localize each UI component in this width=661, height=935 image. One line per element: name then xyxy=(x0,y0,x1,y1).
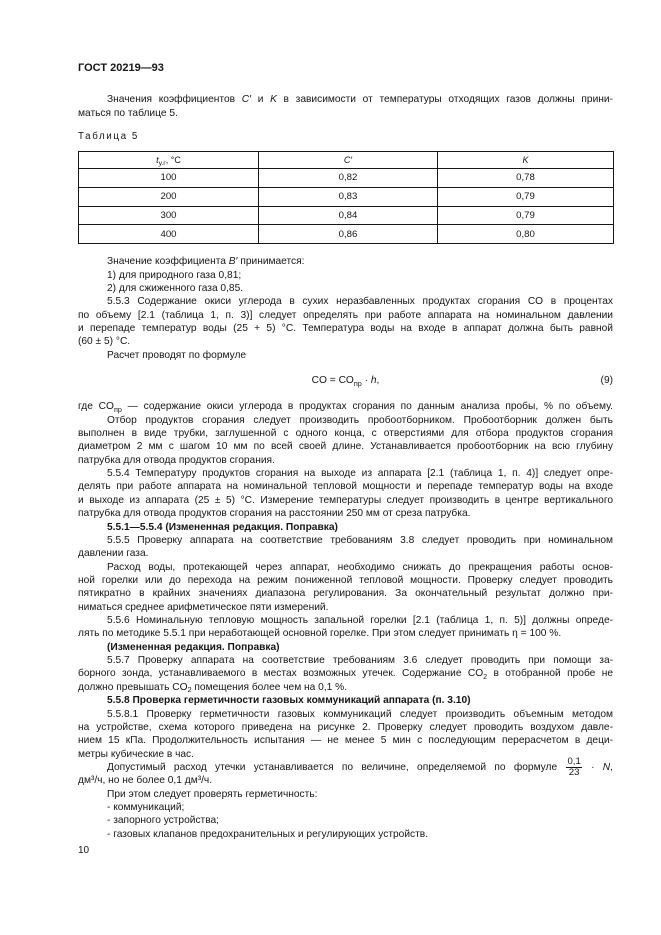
formula-tail: , xyxy=(376,375,380,387)
text-segment: Допустимый расход утечки устанавливается по величине, определяемой по формуле xyxy=(107,762,566,773)
table-cell: 0,82 xyxy=(259,169,438,188)
text-line xyxy=(78,681,613,694)
text-segment: (Измененная редакция. Поправка) xyxy=(107,641,280,653)
section-heading xyxy=(78,694,613,707)
table-cell: 0,79 xyxy=(438,187,614,206)
text-block-a xyxy=(78,255,613,362)
text-segment: давлении газа. xyxy=(78,548,149,560)
text-segment: по объему [2.1 (таблица 1, п. 3)] следует определять при работе аппарата на номинальном давлении xyxy=(78,309,613,321)
italic-symbol: C′ xyxy=(343,155,353,165)
text-segment: лять по методике 5.5.1 при неработающей основной горелке. При этом следует принимать η = 100 %. xyxy=(78,628,562,640)
text-segment: выполнен в виде трубки, заглушенной с одного конца, с отверстиями для отбора продуктов сгорания xyxy=(78,428,613,440)
text-segment: Значения коэффициентов xyxy=(107,94,242,106)
text-line xyxy=(78,627,613,640)
table-cell: 100 xyxy=(79,169,259,188)
text-segment: и xyxy=(251,94,271,106)
subscript: у.г xyxy=(158,159,166,167)
text-segment: (60 ± 5) °C. xyxy=(78,336,131,348)
text-segment: 5.5.6 Номинальную тепловую мощность запальной горелки [2.1 (таблица 1, п. 5)] должны опреде- xyxy=(107,615,613,627)
table-cell: 200 xyxy=(79,187,259,206)
text-segment: 2) для сжиженного газа 0,85. xyxy=(107,283,244,295)
table-caption: Таблица 5 xyxy=(78,131,139,142)
table-cell: 0,83 xyxy=(259,187,438,206)
text-segment: пятикратно в крайних значениях диапазона регулирования. За окончательный результат должно при- xyxy=(78,588,613,600)
text-segment: патрубка для отвода продуктов сгорания на расстоянии 250 мм от среза патрубка. xyxy=(78,508,471,520)
table-row xyxy=(79,206,614,225)
text-segment: - газовых клапанов предохранительных и регулирующих устройств. xyxy=(107,828,429,840)
text-segment: нием 15 кПа. Продолжительность испытания — не менее 5 мин с последующим перерасчетом в деци- xyxy=(78,735,613,747)
page-number: 10 xyxy=(78,845,90,856)
text-segment: · xyxy=(582,762,603,773)
subscript: пр xyxy=(113,404,122,414)
text-segment: Расчет проводят по формуле xyxy=(107,349,247,361)
text-segment: борного зонда, устанавливаемого в местах возможных утечек. Содержание CO xyxy=(78,668,484,680)
text-line xyxy=(78,440,613,453)
text-segment: Расход воды, протекающей через аппарат, необходимо снижать до прекращения работы основ- xyxy=(107,561,613,573)
formula-operator: · xyxy=(361,375,371,387)
list-item xyxy=(78,282,613,295)
italic-symbol: N xyxy=(602,762,611,773)
text-segment: помещения более чем на 0,1 %. xyxy=(191,681,348,693)
text-segment: в отобранной пробе не xyxy=(487,668,613,680)
italic-symbol: K xyxy=(522,155,529,165)
text-line xyxy=(78,454,613,467)
text-segment: 5.5.5 Проверку аппарата на соответствие требованиям 3.8 следует проводить при номинальном xyxy=(107,534,613,546)
table-header-row xyxy=(79,152,614,169)
italic-symbol: C′ xyxy=(241,94,252,106)
text-line xyxy=(78,400,613,413)
text-line xyxy=(78,507,613,520)
text-line xyxy=(78,480,613,493)
text-line xyxy=(78,708,613,721)
italic-symbol: B′ xyxy=(228,256,238,268)
text-segment: и выходе из аппарата (25 ± 5) °C. Измерение температуры следует производить в центре вертикального xyxy=(78,494,613,506)
table-cell: 0,80 xyxy=(438,225,614,244)
text-segment: - коммуникаций; xyxy=(107,802,185,814)
intro-paragraph xyxy=(78,93,613,120)
text-segment: , xyxy=(610,762,613,773)
text-segment: и перепаде температур воды (25 + 5) °C. Температура воды на входе в аппарат должна быть равной xyxy=(78,323,613,335)
text-segment: — содержание окиси углерода в продуктах сгорания по данным анализа пробы, % по объему. xyxy=(121,401,613,413)
text-segment: При этом следует проверять герметичность: xyxy=(107,788,318,800)
italic-symbol: K xyxy=(270,94,277,106)
text-segment: 5.5.3 Содержание окиси углерода в сухих неразбавленных продуктах сгорания CO в процентах xyxy=(107,296,613,308)
list-item xyxy=(78,814,613,827)
text-line xyxy=(78,748,613,761)
table-header-c-prime xyxy=(259,152,438,169)
table-cell: 400 xyxy=(79,225,259,244)
table-cell: 0,78 xyxy=(438,169,614,188)
text-line xyxy=(78,721,613,734)
table-row xyxy=(79,187,614,206)
text-segment: где CO xyxy=(78,401,114,413)
text-block-b xyxy=(78,400,613,841)
text-segment: диаметром 2 мм с шагом 10 мм по всей своей длине. Устанавливается пробоотборник на всю глубину xyxy=(78,441,613,453)
text-line xyxy=(78,255,613,268)
text-segment: ниматься среднее арифметическое пяти измерений. xyxy=(78,601,329,613)
text-line xyxy=(78,295,613,308)
formula-expression xyxy=(312,375,380,386)
amendment-note xyxy=(78,641,613,654)
table-header-k xyxy=(438,152,614,169)
text-segment: 5.5.7 Проверку аппарата на соответствие требованиям 3.6 следует проводить при помощи за- xyxy=(107,655,613,667)
table-cell: 0,84 xyxy=(259,206,438,225)
text-line xyxy=(78,534,613,547)
fraction-numerator: 0,1 xyxy=(567,755,581,767)
text-line xyxy=(78,322,613,335)
text-segment: 5.5.8 Проверка герметичности газовых коммуникаций аппарата (п. 3.10) xyxy=(107,695,471,707)
text-line xyxy=(78,667,613,680)
text-segment: патрубка для отвода продуктов сгорания. xyxy=(78,454,275,466)
unit-label: , °C xyxy=(165,154,181,165)
fraction-denominator: 23 xyxy=(568,766,580,778)
standard-code-header: ГОСТ 20219—93 xyxy=(78,62,164,74)
text-segment: дм³/ч, но не более 0,1 дм³/ч. xyxy=(78,775,213,787)
text-line xyxy=(78,349,613,362)
table-row xyxy=(79,225,614,244)
text-segment: 1) для природного газа 0,81; xyxy=(107,269,242,281)
subscript: 2 xyxy=(187,685,192,695)
formula-9 xyxy=(78,374,613,387)
text-segment: ной горелки или до перехода на режим пониженной тепловой мощности. Проверку следует проводить xyxy=(78,574,613,586)
text-line xyxy=(78,788,613,801)
list-item xyxy=(78,828,613,841)
text-line xyxy=(78,547,613,560)
text-line xyxy=(78,755,613,778)
text-line xyxy=(78,467,613,480)
text-line xyxy=(78,587,613,600)
text-line xyxy=(78,427,613,440)
text-line xyxy=(78,774,613,787)
text-line xyxy=(78,107,613,120)
text-segment: метры кубические в час. xyxy=(78,748,194,760)
text-segment: 5.5.1—5.5.4 (Измененная редакция. Поправка) xyxy=(107,521,338,533)
text-line xyxy=(78,309,613,322)
text-segment: 5.5.4 Температуру продуктов сгорания на выходе из аппарата [2.1 (таблица 1, п. 4)] следует опре- xyxy=(107,468,613,480)
formula-lhs: CO = CO xyxy=(311,375,354,387)
text-line xyxy=(78,93,613,106)
list-item xyxy=(78,269,613,282)
text-segment: - запорного устройства; xyxy=(107,815,220,827)
amendment-note xyxy=(78,521,613,534)
text-line xyxy=(78,734,613,747)
text-segment: Отбор продуктов сгорания следует производить пробоотборником. Пробоотборник должен быть xyxy=(107,414,613,426)
italic-symbol: h xyxy=(370,375,377,387)
text-line xyxy=(78,494,613,507)
table-cell: 0,86 xyxy=(259,225,438,244)
text-line xyxy=(78,574,613,587)
text-line xyxy=(78,614,613,627)
text-segment: маться по таблице 5. xyxy=(78,107,178,119)
table-header-temperature xyxy=(79,152,259,169)
text-line xyxy=(78,335,613,348)
italic-symbol: t xyxy=(156,154,159,165)
table-cell: 300 xyxy=(79,206,259,225)
text-segment: должно превышать CO xyxy=(78,681,188,693)
table-row xyxy=(79,169,614,188)
text-line xyxy=(78,561,613,574)
text-segment: Значение коэффициента xyxy=(107,256,229,268)
formula-number: (9) xyxy=(600,375,613,387)
coefficient-table xyxy=(78,151,614,244)
text-segment: в зависимости от температуры отходящих газов должны прини- xyxy=(276,94,613,106)
fraction xyxy=(566,757,581,778)
text-line xyxy=(78,414,613,427)
text-segment: делять при работе аппарата на номинальной тепловой мощности и перепаде температур воды на входе xyxy=(78,481,613,493)
text-segment: принимается: xyxy=(237,256,305,268)
text-segment: 5.5.8.1 Проверку герметичности газовых коммуникаций следует производить объемным методом xyxy=(107,708,613,720)
text-line xyxy=(78,654,613,667)
subscript: 2 xyxy=(483,672,488,682)
subscript: пр xyxy=(353,378,362,388)
list-item xyxy=(78,801,613,814)
table-cell: 0,79 xyxy=(438,206,614,225)
text-segment: на устройстве, схема которого приведена на рисунке 2. Проверку следует проводить воздухом давле- xyxy=(78,721,613,733)
text-line xyxy=(78,601,613,614)
